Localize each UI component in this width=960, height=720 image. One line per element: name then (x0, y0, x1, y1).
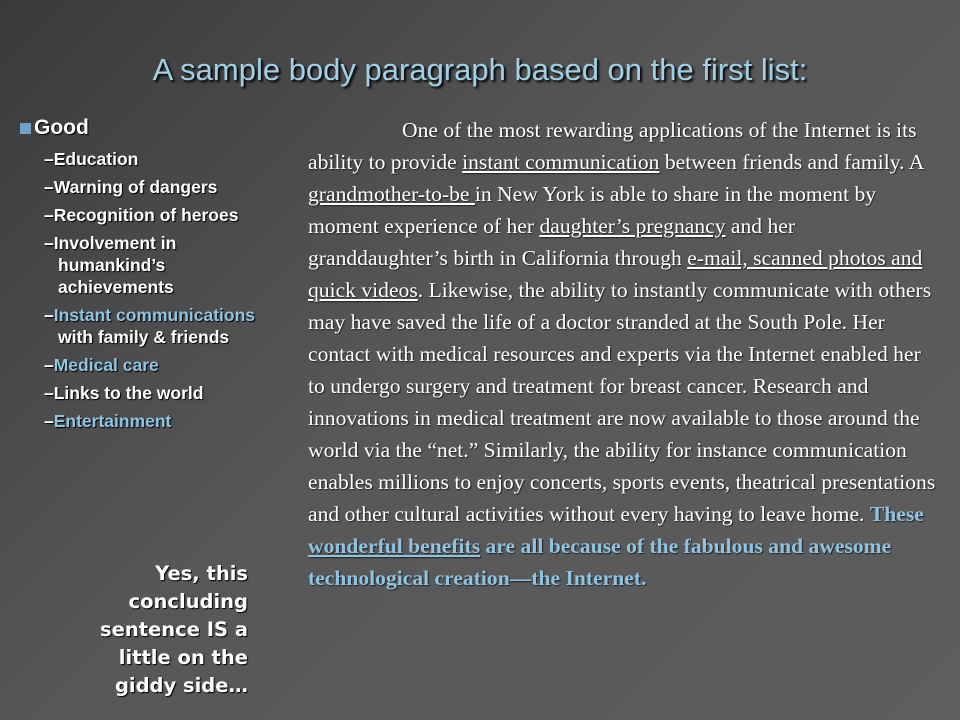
side-note: Yes, this concluding sentence IS a little on the giddy side… (100, 562, 248, 697)
dash-marker: – (44, 411, 54, 431)
outline-item-extra-text: with family & friends (58, 327, 230, 347)
outline-item (44, 410, 270, 432)
outline-item (44, 382, 270, 404)
dash-marker: – (44, 383, 54, 403)
slide-title: A sample body paragraph based on the first list: (152, 52, 808, 87)
outline-item-text: Education (53, 149, 139, 169)
underlined-phrase: e-mail, scanned photos and quick videos (308, 246, 923, 302)
body-paragraph (308, 114, 940, 594)
underlined-phrase: grandmother-to-be (308, 182, 475, 206)
outline-item (44, 176, 270, 198)
outline-item (44, 148, 270, 170)
square-bullet-icon (20, 123, 31, 134)
outline-item-text: Instant communications (53, 305, 256, 325)
outline-top-item (20, 116, 270, 140)
paragraph-text: One of the most rewarding applications of the Internet is its ability to provide (308, 118, 917, 174)
outline-item (44, 354, 270, 376)
outline-item-text: Warning of dangers (53, 177, 218, 197)
paragraph-text: . Likewise, the ability to instantly communicate with others may have saved the life of a doctor stranded at the South Pole. Her contact with medical resources and experts via the Internet enabled her to undergo surgery and treatment for breast cancer. Research and innovations in medical treatment are now available to those around the world via the “net.” Similarly, the ability for instance communication enables millions to enjoy concerts, sports events, theatrical presentations and other cultural activities without every having to leave home. (308, 278, 936, 526)
paragraph-text: and her granddaughter’s birth in California through (308, 214, 796, 270)
outline-item-text: Links to the world (53, 383, 204, 403)
underlined-phrase: daughter’s pregnancy (539, 214, 726, 238)
outline-sub-list (20, 148, 270, 432)
outline-top-label: Good (34, 116, 89, 139)
underlined-phrase: instant communication (462, 150, 660, 174)
dash-marker: – (44, 233, 54, 253)
concluding-text: are all because of the fabulous and awesome technological creation—the Internet. (308, 534, 892, 590)
outline-item (44, 232, 270, 298)
dash-marker: – (44, 355, 54, 375)
outline-item-text: Medical care (53, 355, 159, 375)
concluding-underlined-phrase: wonderful benefits (308, 534, 481, 558)
paragraph-text: between friends and family. A (659, 150, 924, 174)
dash-marker: – (44, 205, 54, 225)
dash-marker: – (44, 305, 54, 325)
outline-item-text: Entertainment (53, 411, 172, 431)
outline-list (20, 116, 270, 438)
paragraph-text: in New York is able to share in the moment by moment experience of her (308, 182, 877, 238)
outline-item (44, 304, 270, 348)
dash-marker: – (44, 149, 54, 169)
dash-marker: – (44, 177, 54, 197)
outline-item-text: Recognition of heroes (53, 205, 239, 225)
outline-item (44, 204, 270, 226)
concluding-text: These (869, 502, 924, 526)
outline-item-text: Involvement in humankind’s achievements (53, 233, 177, 297)
